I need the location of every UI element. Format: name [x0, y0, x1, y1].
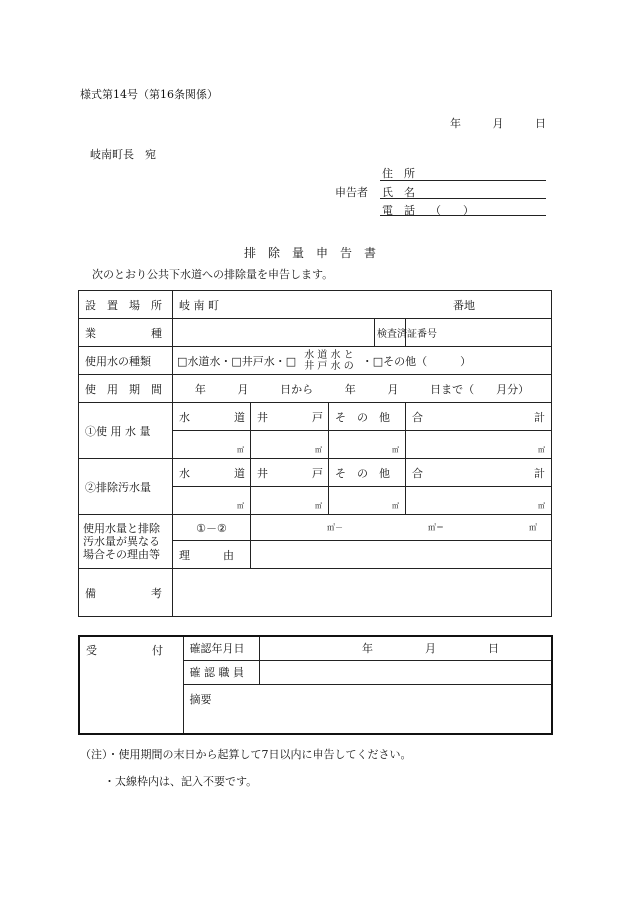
- period-year-end: 年: [344, 382, 356, 396]
- discharge-total-field[interactable]: ㎥: [406, 487, 552, 515]
- discharge-label: ②排除汚水量: [79, 459, 173, 515]
- usage-col-other: そ の 他: [329, 403, 406, 431]
- staff-label: 確 認 職 員: [183, 660, 259, 684]
- intro-text: 次のとおり公共下水道への排除量を申告します。: [92, 268, 334, 281]
- difference-label: 使用水量と排除汚水量が異なる場合その理由等: [79, 515, 173, 569]
- note-1: （注）・使用期間の末日から起算して7日以内に申告してください。: [80, 748, 412, 761]
- name-label: 氏 名: [382, 186, 415, 199]
- confirm-day: 日: [488, 642, 499, 656]
- date-month-label: 月: [492, 117, 504, 130]
- inspection-label: 検査済証番号: [375, 319, 406, 347]
- staff-field[interactable]: [259, 660, 552, 684]
- difference-formula: ①－②: [173, 515, 251, 541]
- water-type-label: 使用水の種類: [79, 347, 173, 375]
- unit-equals: ㎥＝: [428, 523, 444, 532]
- location-field[interactable]: [173, 291, 552, 319]
- date-line: [450, 115, 546, 131]
- phone-label: 電 話: [382, 204, 415, 217]
- discharge-other-field[interactable]: ㎥: [329, 487, 406, 515]
- form-number: 様式第14号（第16条関係）: [80, 88, 218, 101]
- discharge-well-field[interactable]: ㎥: [251, 487, 329, 515]
- remarks-field[interactable]: [173, 569, 552, 617]
- declaration-table: [78, 290, 552, 617]
- period-month-start: 月: [237, 382, 249, 396]
- usage-total-a: 合: [412, 410, 423, 424]
- phone-paren: （ ）: [430, 204, 474, 217]
- discharge-col-other: そ の 他: [329, 459, 406, 487]
- date-year-label: 年: [450, 117, 461, 130]
- usage-other-field[interactable]: ㎥: [329, 431, 406, 459]
- reason-label: 理 由: [173, 541, 251, 569]
- address-label: 住 所: [382, 167, 415, 180]
- usage-col-total: [406, 403, 552, 431]
- usage-well-field[interactable]: ㎥: [251, 431, 329, 459]
- period-field[interactable]: [173, 375, 552, 403]
- summary-label: 摘要: [189, 692, 212, 706]
- discharge-col-well: 井 戸: [251, 459, 329, 487]
- addressee: 岐南町長 宛: [90, 148, 156, 161]
- location-prefix: 岐 南 町: [179, 298, 219, 312]
- remarks-label: 備 考: [79, 569, 173, 617]
- unit-result: ㎥: [529, 523, 537, 532]
- discharge-total-b: 計: [534, 466, 545, 480]
- reason-field[interactable]: [251, 541, 552, 569]
- difference-field[interactable]: [251, 515, 552, 541]
- period-year-start: 年: [194, 382, 206, 396]
- discharge-col-total: [406, 459, 552, 487]
- business-label: 業 種: [79, 319, 173, 347]
- usage-label: ①使 用 水 量: [79, 403, 173, 459]
- location-suffix: 番地: [453, 298, 475, 312]
- usage-col-well: 井 戸: [251, 403, 329, 431]
- address-underline: [380, 180, 546, 181]
- period-to: 日まで（ 月分）: [430, 382, 530, 396]
- period-month-end: 月: [387, 382, 399, 396]
- discharge-total-a: 合: [412, 466, 423, 480]
- name-underline: [380, 198, 546, 199]
- document-title: 排 除 量 申 告 書: [244, 246, 377, 260]
- discharge-col-water: 水 道: [173, 459, 251, 487]
- usage-col-water: 水 道: [173, 403, 251, 431]
- reception-label: 受 付: [79, 636, 183, 734]
- business-field[interactable]: [173, 319, 375, 347]
- phone-underline: [380, 215, 546, 216]
- date-day-label: 日: [535, 117, 546, 130]
- usage-total-field[interactable]: ㎥: [406, 431, 552, 459]
- water-type-options: □水道水・□井戸水・□: [177, 354, 297, 368]
- usage-total-b: 計: [534, 410, 545, 424]
- water-type-other: ・□その他（ ）: [361, 354, 472, 368]
- summary-field[interactable]: [183, 684, 552, 734]
- applicant-label: 申告者: [335, 186, 368, 199]
- unit-minus: ㎥－: [327, 523, 343, 532]
- office-use-table: [78, 635, 553, 735]
- water-type-mixed: 水 道 水 と 井 戸 水 の: [304, 349, 354, 372]
- note-2: ・太線枠内は、記入不要です。: [104, 775, 258, 788]
- usage-water-field[interactable]: ㎥: [173, 431, 251, 459]
- confirm-month: 月: [425, 642, 436, 656]
- water-type-field[interactable]: [173, 347, 552, 375]
- confirm-year: 年: [362, 642, 373, 656]
- confirm-date-label: 確認年月日: [183, 636, 259, 660]
- period-from: 日から: [280, 382, 314, 396]
- period-label: 使 用 期 間: [79, 375, 173, 403]
- location-label: 設 置 場 所: [79, 291, 173, 319]
- discharge-water-field[interactable]: ㎥: [173, 487, 251, 515]
- confirm-date-field[interactable]: [259, 636, 552, 660]
